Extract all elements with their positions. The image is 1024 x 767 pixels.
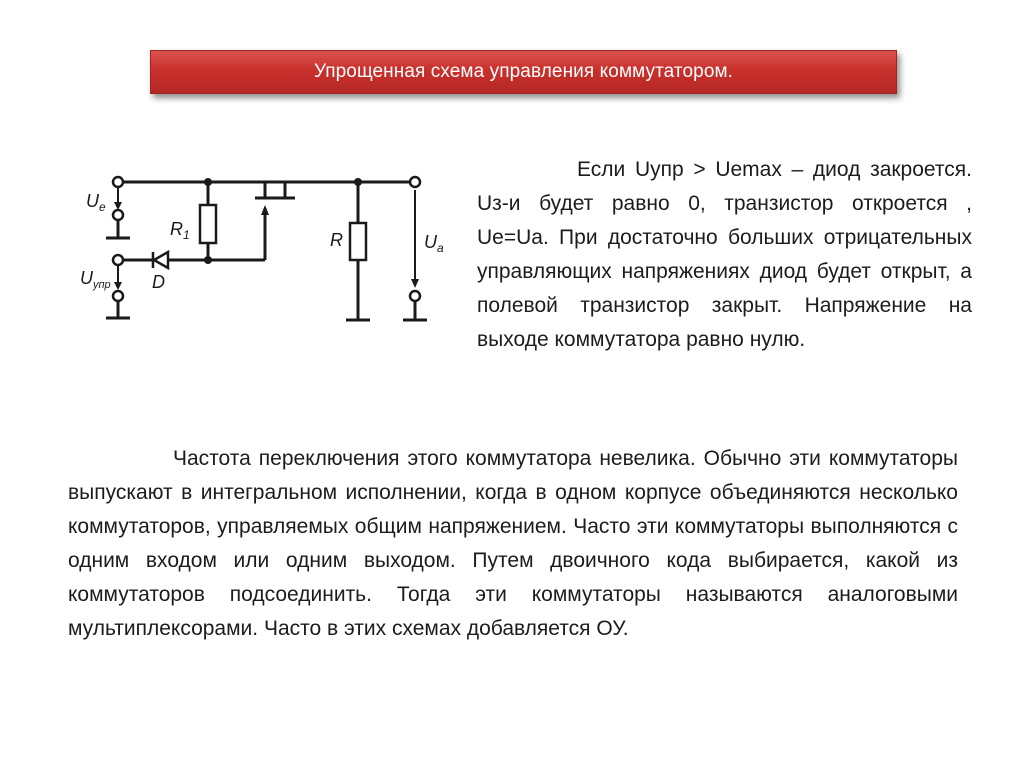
slide-title: Упрощенная схема управления коммутатором. xyxy=(313,61,734,82)
label-ue: $U_e$ xyxy=(86,191,106,214)
diode-symbol xyxy=(154,252,168,268)
label-d: D xyxy=(152,272,165,292)
label-r1: $R_1$ xyxy=(170,219,190,242)
label-r: R xyxy=(330,230,343,250)
paragraph-description: Частота переключения этого коммутатора невелика. Обычно эти коммутаторы выпускают в интегральном исполнении, когда в одном корпусе объединяются несколько коммутаторов, управляемых общим напряжением. Часто эти коммутаторы выполняются с одним входом или одним выходом. Путем двоичного кода выбирается, какой из коммутаторов подсоединить. Тогда эти коммутаторы называются аналоговыми мультиплексорами. Часто в этих схемах добавляется ОУ. xyxy=(68,447,958,640)
resistor-r1 xyxy=(200,205,216,243)
label-ua: $U_a$ xyxy=(424,232,444,255)
resistor-r xyxy=(350,223,366,260)
circuit-diagram xyxy=(80,160,444,335)
label-uupr: $U_{упр}$ xyxy=(80,268,111,291)
paragraph-condition: Если Uупр > Uemax – диод закроется. Uз-и будет равно 0, транзистор откроется , Ue=Ua. При достаточно больших отрицательных управляющих напряжениях диод будет открыт, а полевой транзистор закрыт. Напряжение на выходе коммутатора равно нулю. xyxy=(477,158,972,351)
slide-title-banner xyxy=(150,50,897,94)
